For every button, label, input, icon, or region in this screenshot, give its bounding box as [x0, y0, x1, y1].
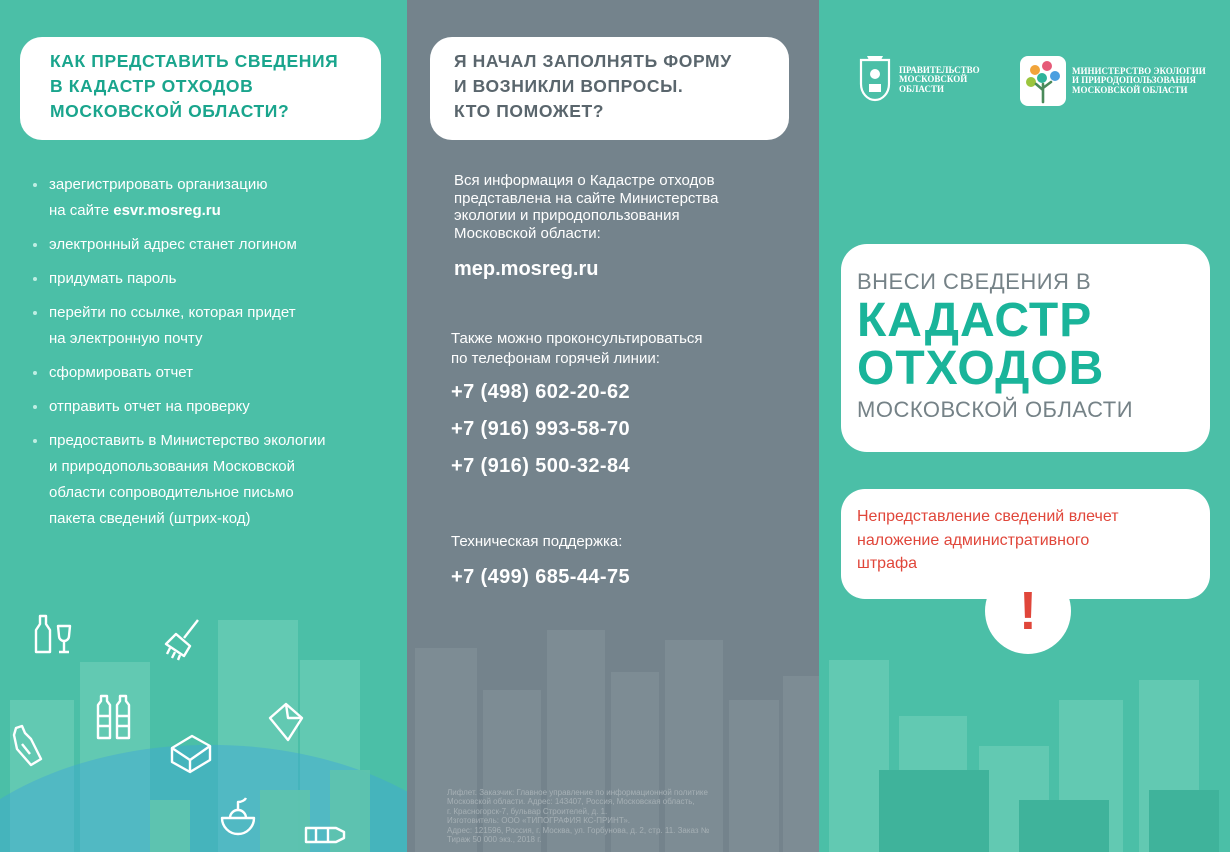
step-item	[31, 394, 371, 420]
step-item	[31, 428, 371, 532]
step-2-line-1: электронный адрес станет логином	[49, 236, 297, 253]
registration-steps	[31, 172, 371, 540]
step-item	[31, 266, 371, 292]
hotline-intro-text: Также можно проконсультироваться по телефонам горячей линии:	[451, 330, 703, 367]
left-heading-line-2: В КАДАСТР ОТХОДОВ	[50, 76, 254, 96]
step-7-line-4: пакета сведений (штрих-код)	[49, 510, 251, 527]
fine-warning-box: Непредставление сведений влечет наложение административного штрафа	[841, 489, 1210, 599]
ministry-logo-text: МИНИСТЕРСТВО ЭКОЛОГИИ И ПРИРОДОПОЛЬЗОВАНИЯ МОСКОВСКОЙ ОБЛАСТИ	[1072, 65, 1206, 95]
step-7-line-3: области сопроводительное письмо	[49, 484, 294, 501]
middle-heading-line-3: КТО ПОМОЖЕТ?	[454, 101, 605, 121]
step-7-line-1: предоставить в Министерство экологии	[49, 432, 326, 449]
colophon-text: Лифлет. Заказчик: Главное управление по информационной политике Московской области. Адрес: 143407, Россия, Московская область, г. Красногорск-7, бульвар Строителей, д. 1. Изготовитель: ООО «ТИПОГРАФИЯ КС-ПРИНТ». Адрес: 121596, Россия, г. Москва, ул. Горбунова, д. 2, стр. 11. Заказ № Тираж 50 000 экз., 2018 г.	[447, 788, 710, 845]
ministry-tree-icon	[1020, 56, 1066, 106]
cadastre-title-line-4: МОСКОВСКОЙ ОБЛАСТИ	[857, 397, 1134, 422]
step-item	[31, 300, 371, 352]
cadastre-title-line-2: КАДАСТР	[857, 294, 1093, 347]
step-6-line-1: отправить отчет на проверку	[49, 398, 250, 415]
paper-icon	[266, 700, 306, 744]
step-3-line-1: придумать пароль	[49, 270, 177, 287]
hotline-phone-3[interactable]: +7 (916) 500-32-84	[451, 455, 630, 477]
esvr-link[interactable]: esvr.mosreg.ru	[113, 202, 221, 219]
can-icon	[304, 820, 350, 850]
middle-heading-box	[430, 37, 789, 140]
info-text: Вся информация о Кадастре отходов представлена на сайте Министерства экологии и природопользования Московской области:	[454, 172, 719, 242]
food-waste-icon	[218, 796, 258, 840]
step-4-line-1: перейти по ссылке, которая придет	[49, 304, 296, 321]
step-1-line-1: зарегистрировать организацию	[49, 176, 268, 193]
hotline-phone-1[interactable]: +7 (498) 602-20-62	[451, 381, 630, 403]
step-item	[31, 232, 371, 258]
step-item	[31, 360, 371, 386]
ministry-site-link[interactable]: mep.mosreg.ru	[454, 258, 599, 280]
hotline-phone-2[interactable]: +7 (916) 993-58-70	[451, 418, 630, 440]
step-7-line-2: и природопользования Московской	[49, 458, 296, 475]
middle-heading-line-1: Я НАЧАЛ ЗАПОЛНЯТЬ ФОРМУ	[454, 51, 732, 71]
cadastre-title-box	[841, 244, 1210, 452]
government-logo	[857, 54, 980, 106]
bottle-glass-icon	[34, 612, 74, 656]
middle-heading-line-2: И ВОЗНИКЛИ ВОПРОСЫ.	[454, 76, 684, 96]
left-heading-line-1: КАК ПРЕДСТАВИТЬ СВЕДЕНИЯ	[50, 51, 339, 71]
step-4-line-2: на электронную почту	[49, 330, 203, 347]
step-1-prefix: на сайте	[49, 202, 114, 219]
support-phone[interactable]: +7 (499) 685-44-75	[451, 566, 630, 588]
step-item	[31, 172, 371, 224]
step-5-line-1: сформировать отчет	[49, 364, 193, 381]
support-label: Техническая поддержка:	[451, 533, 623, 550]
left-heading-line-3: МОСКОВСКОЙ ОБЛАСТИ?	[50, 101, 290, 121]
box-icon	[168, 732, 214, 774]
ministry-logo	[1020, 56, 1206, 106]
cadastre-title-line-3: ОТХОДОВ	[857, 342, 1105, 395]
right-panel	[819, 0, 1230, 852]
step-1-line-2	[49, 198, 371, 224]
middle-panel	[407, 0, 819, 852]
government-logo-text: ПРАВИТЕЛЬСТВО МОСКОВСКОЙ ОБЛАСТИ	[899, 64, 980, 94]
left-heading-box	[20, 37, 381, 140]
bottle-icon	[10, 724, 50, 768]
left-panel	[0, 0, 407, 852]
cadastre-title-line-1: ВНЕСИ СВЕДЕНИЯ В	[857, 269, 1092, 294]
moscow-region-emblem-icon	[857, 54, 893, 106]
plastic-bottles-icon	[96, 694, 132, 740]
exclamation-icon: !	[985, 568, 1071, 654]
broom-icon	[162, 618, 204, 662]
